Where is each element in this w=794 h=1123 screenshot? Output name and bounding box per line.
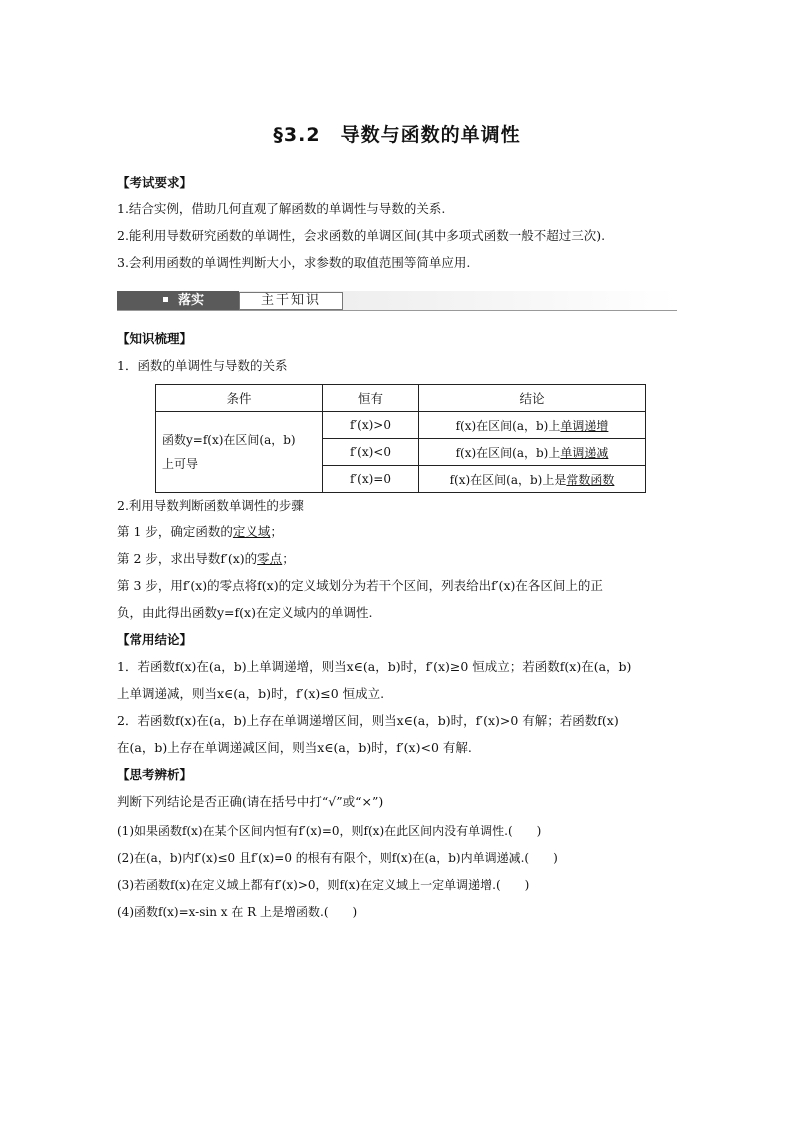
section-banner bbox=[117, 291, 677, 311]
knowledge-subheading-2: 2.利用导数判断函数单调性的步骤 bbox=[117, 498, 304, 513]
thinking-item-4: (4)函数f(x)=x-sin x 在 R 上是增函数.( ) bbox=[117, 905, 358, 919]
table-cell-derivative: f′(x)<0 bbox=[323, 439, 419, 466]
banner-light-label: 主干知识 bbox=[239, 292, 343, 310]
step-1-underlined: 定义域 bbox=[232, 524, 271, 539]
exam-requirements-header: 【考试要求】 bbox=[117, 175, 193, 190]
step-3-line-1: 第 3 步，用f′(x)的零点将f(x)的定义域划分为若干个区间，列表给出f′(x)在各区间上的正 bbox=[117, 578, 603, 593]
condition-line-2: 上可导 bbox=[162, 457, 199, 471]
table-cell-conclusion bbox=[419, 439, 646, 466]
banner-rule bbox=[117, 310, 677, 311]
exam-item-2: 2.能利用导数研究函数的单调性，会求函数的单调区间(其中多项式函数一般不超过三次). bbox=[117, 228, 606, 243]
conclusion-underlined: 单调递增 bbox=[560, 418, 609, 433]
conclusion-1-line-2: 上单调递减，则当x∈(a，b)时，f′(x)≤0 恒成立. bbox=[117, 686, 385, 701]
square-bullet-icon bbox=[163, 297, 168, 302]
thinking-header: 【思考辨析】 bbox=[117, 767, 193, 782]
conclusion-2-line-2: 在(a，b)上存在单调递减区间，则当x∈(a，b)时，f′(x)<0 有解. bbox=[117, 740, 472, 755]
step-1-punct: ； bbox=[270, 524, 283, 539]
conclusion-underlined: 单调递减 bbox=[560, 445, 609, 460]
knowledge-subheading-1: 1．函数的单调性与导数的关系 bbox=[117, 358, 288, 373]
table-cell-derivative: f′(x)=0 bbox=[323, 466, 419, 493]
conclusions-header: 【常用结论】 bbox=[117, 632, 193, 647]
conclusion-text: f(x)在区间(a，b)上是 bbox=[449, 472, 567, 487]
condition-line-1: 函数y=f(x)在区间(a，b) bbox=[162, 433, 296, 447]
monotonicity-table bbox=[155, 384, 646, 493]
table-header-always: 恒有 bbox=[323, 385, 419, 412]
step-1-text: 第 1 步，确定函数的 bbox=[117, 524, 233, 539]
step-2-underlined: 零点 bbox=[257, 551, 283, 566]
knowledge-header: 【知识梳理】 bbox=[117, 331, 193, 346]
thinking-item-1: (1)如果函数f(x)在某个区间内恒有f′(x)=0，则f(x)在此区间内没有单调性.( ) bbox=[117, 824, 542, 838]
step-1 bbox=[117, 523, 682, 541]
table-header-conclusion: 结论 bbox=[419, 385, 646, 412]
step-3-line-2: 负，由此得出函数y=f(x)在定义域内的单调性. bbox=[117, 605, 373, 620]
conclusion-text: f(x)在区间(a，b)上 bbox=[455, 418, 561, 433]
table-header-row bbox=[156, 385, 646, 412]
exam-item-1: 1.结合实例，借助几何直观了解函数的单调性与导数的关系. bbox=[117, 201, 446, 216]
conclusion-text: f(x)在区间(a，b)上 bbox=[455, 445, 561, 460]
thinking-intro: 判断下列结论是否正确(请在括号中打“√”或“×”) bbox=[117, 794, 384, 809]
table-condition-cell bbox=[156, 412, 323, 493]
conclusion-2-line-1: 2．若函数f(x)在(a，b)上存在单调递增区间，则当x∈(a，b)时，f′(x)>0 有解；若函数f(x) bbox=[117, 713, 619, 728]
page-title: §3.2 导数与函数的单调性 bbox=[273, 124, 521, 146]
table-header-condition: 条件 bbox=[156, 385, 323, 412]
banner-dark-label: 落实 bbox=[178, 293, 205, 308]
table-cell-conclusion bbox=[419, 412, 646, 439]
thinking-item-2: (2)在(a，b)内f′(x)≤0 且f′(x)=0 的根有有限个，则f(x)在(a，b)内单调递减.( ) bbox=[117, 851, 558, 865]
table-cell-conclusion bbox=[419, 466, 646, 493]
step-2 bbox=[117, 550, 682, 568]
table-row bbox=[156, 412, 646, 439]
conclusion-1-line-1: 1．若函数f(x)在(a，b)上单调递增，则当x∈(a，b)时，f′(x)≥0 恒成立；若函数f(x)在(a，b) bbox=[117, 659, 632, 674]
exam-item-3: 3.会利用函数的单调性判断大小，求参数的取值范围等简单应用. bbox=[117, 255, 471, 270]
conclusion-underlined: 常数函数 bbox=[566, 472, 615, 487]
table-cell-derivative: f′(x)>0 bbox=[323, 412, 419, 439]
banner-dark-tab bbox=[117, 291, 239, 311]
step-2-text: 第 2 步，求出导数f′(x)的 bbox=[117, 551, 258, 566]
step-2-punct: ； bbox=[282, 551, 295, 566]
thinking-item-3: (3)若函数f(x)在定义域上都有f′(x)>0，则f(x)在定义域上一定单调递增.( ) bbox=[117, 878, 530, 892]
